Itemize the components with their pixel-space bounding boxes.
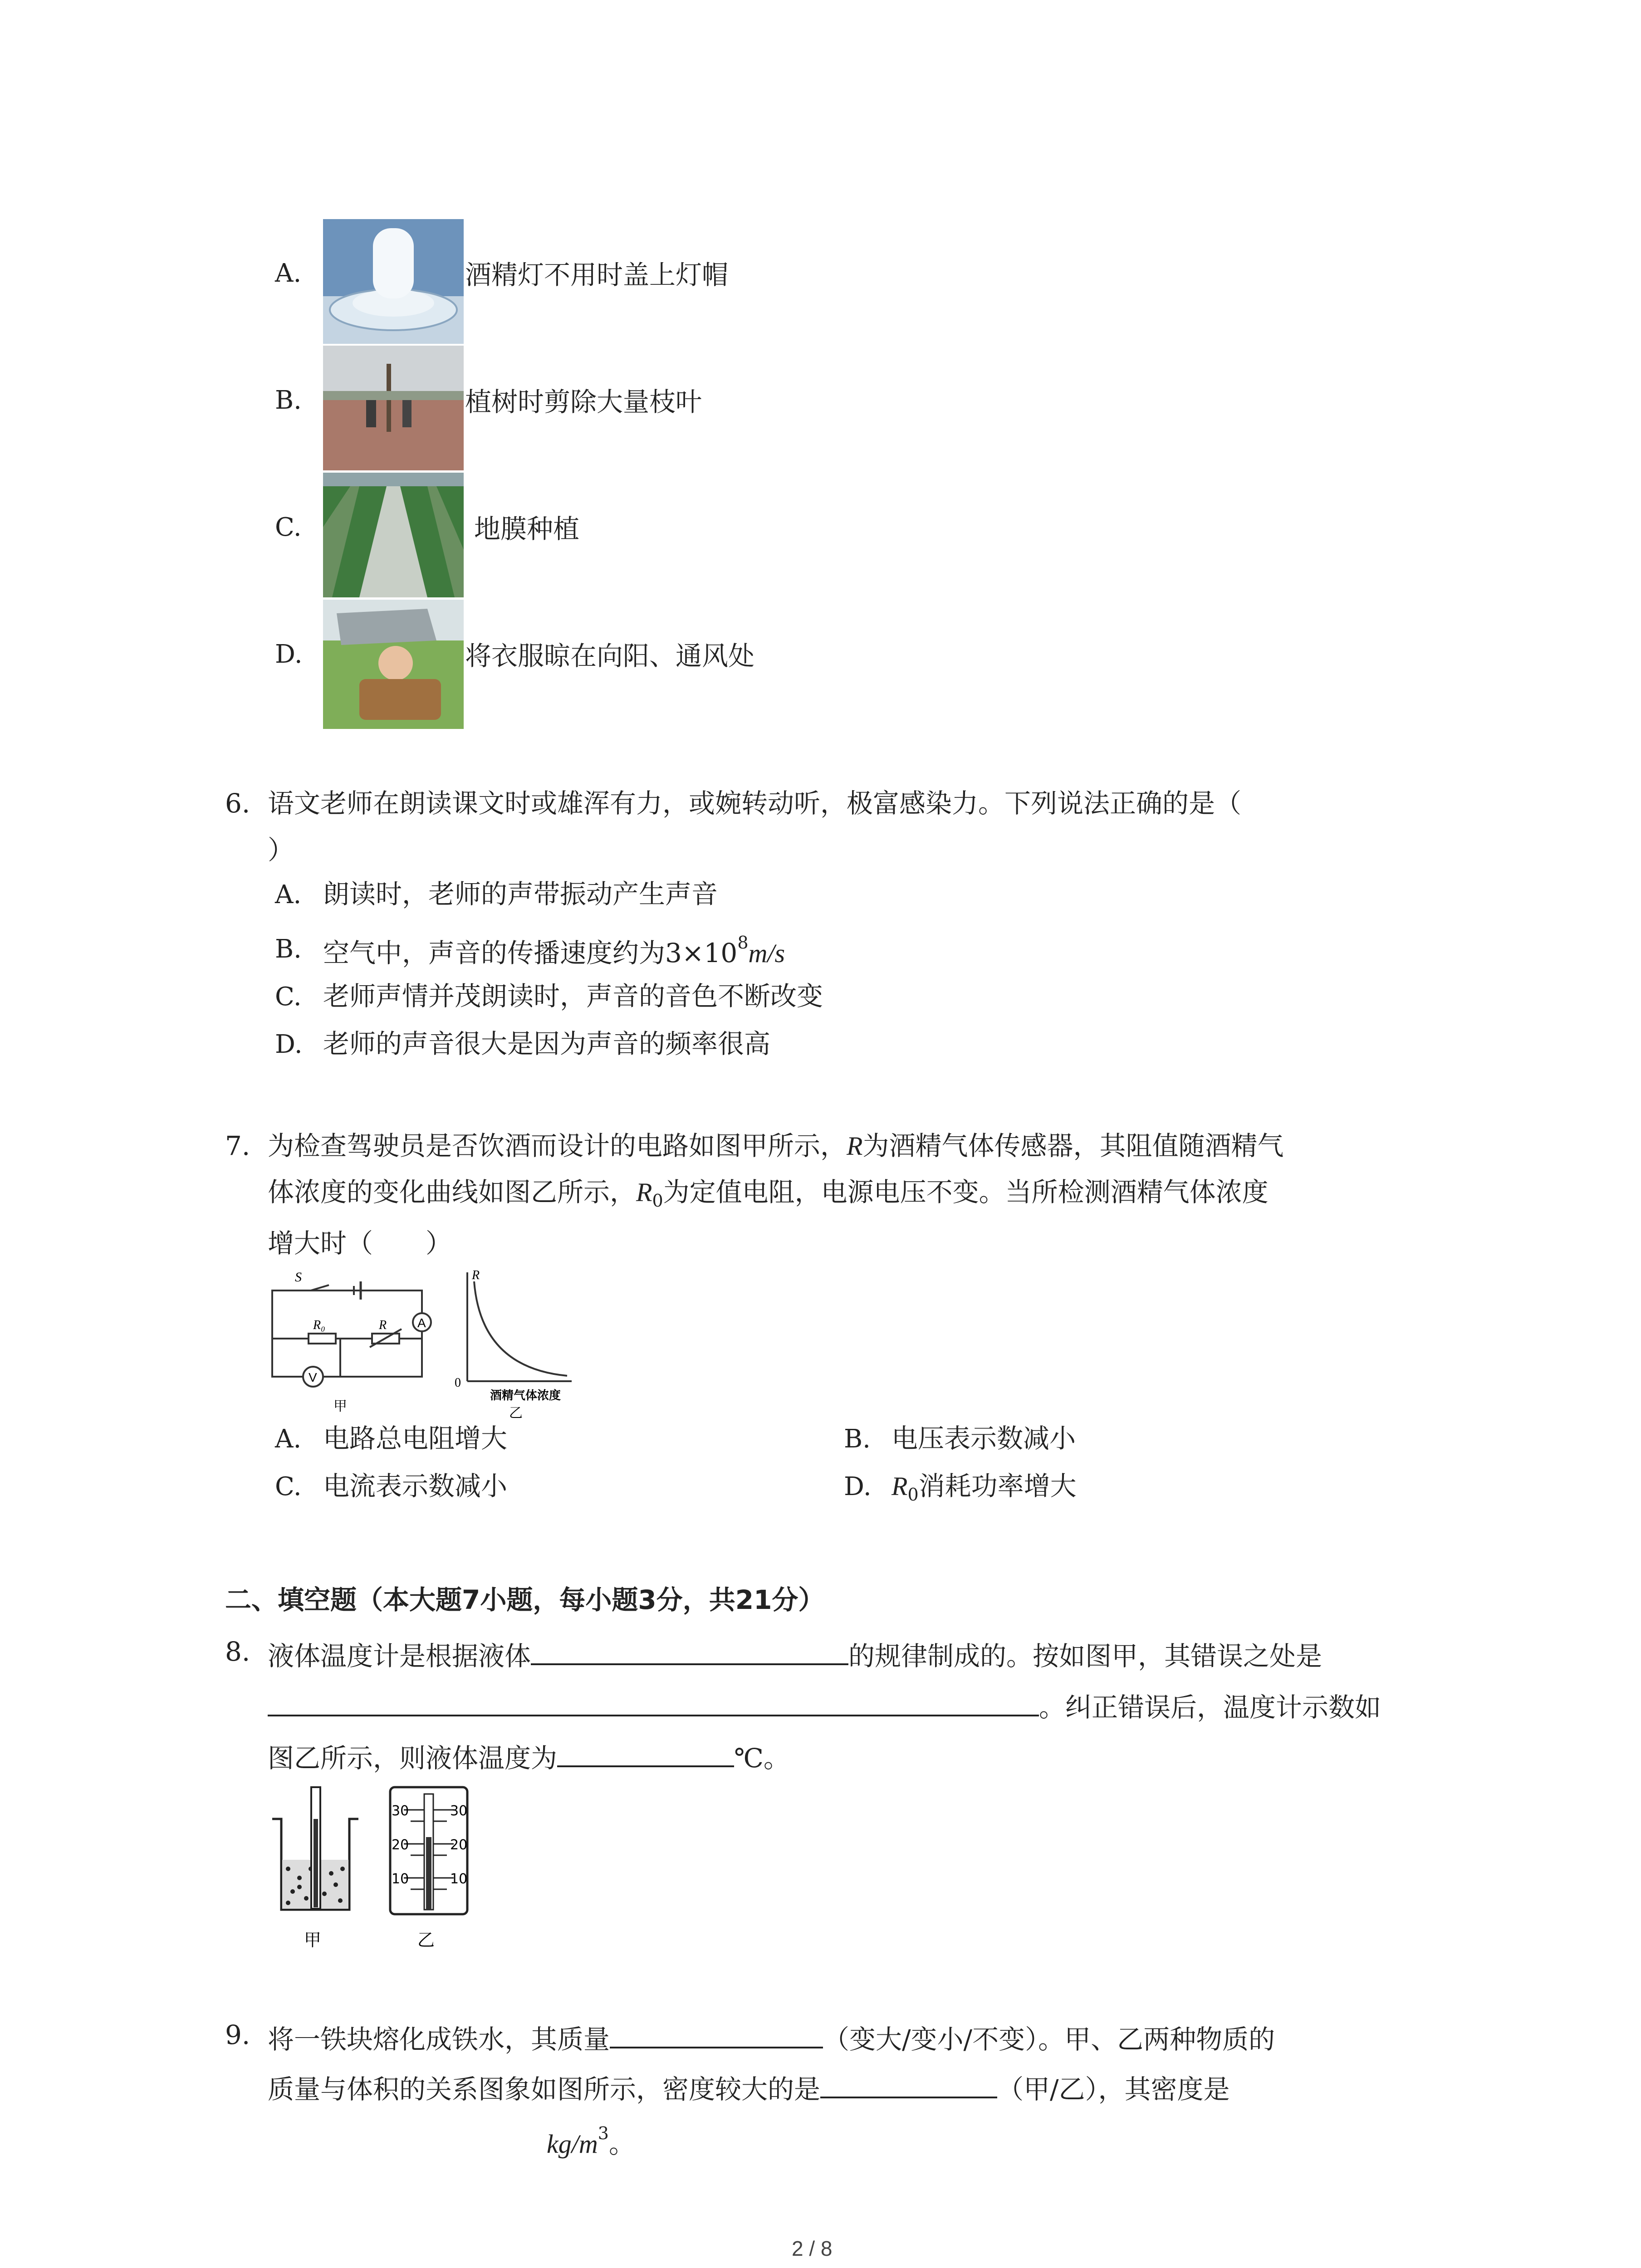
tick-30-right: 30	[450, 1803, 468, 1819]
tick-30-left: 30	[392, 1803, 409, 1819]
plastic-mulch-field-photo	[323, 473, 464, 597]
q6-option-b-letter: B.	[275, 934, 302, 964]
q9-number: 9.	[225, 2019, 250, 2050]
q5-option-b-letter: B.	[275, 386, 302, 415]
q7-number: 7.	[225, 1130, 250, 1161]
q7-circuit-figure	[268, 1268, 576, 1422]
q7-option-b-text: 电压表示数减小	[892, 1423, 1076, 1454]
q5-option-c-letter: C.	[275, 513, 302, 542]
q9-line1: 将一铁块熔化成铁水，其质量 （变大/变小/不变）。甲、乙两种物质的	[268, 2019, 1275, 2056]
q8-line2: 。纠正错误后，温度计示数如	[268, 1686, 1381, 1724]
switch-label: S	[295, 1270, 302, 1285]
q8-blank-1[interactable]	[531, 1635, 848, 1665]
q9-line2: 质量与体积的关系图象如图所示，密度较大的是 （甲/乙），其密度是	[268, 2068, 1230, 2106]
tick-10-left: 10	[392, 1871, 409, 1887]
tick-20-left: 20	[392, 1837, 409, 1853]
q6-option-c-letter: C.	[275, 982, 302, 1012]
tree-planting-photo	[323, 346, 464, 470]
q7-option-d-letter: D.	[844, 1472, 872, 1501]
graph-origin-label: 0	[455, 1376, 461, 1390]
r0-label: R₀	[313, 1318, 325, 1332]
q5-option-a-letter: A.	[275, 259, 302, 288]
q7-option-b-letter: B.	[844, 1424, 871, 1454]
q7-stem-line3: 增大时（ ）	[268, 1228, 452, 1259]
q9-blank-2[interactable]	[820, 2068, 997, 2098]
alcohol-lamp-photo	[323, 219, 464, 344]
q8-blank-2[interactable]	[268, 1686, 1039, 1716]
q5-option-d-letter: D.	[275, 640, 303, 669]
q7-option-a-text: 电路总电阻增大	[323, 1423, 508, 1454]
ammeter-label: A	[417, 1316, 426, 1330]
graph-caption: 乙	[509, 1405, 523, 1421]
q6-stem-line2: ）	[268, 835, 294, 865]
q8-number: 8.	[225, 1636, 250, 1667]
q7-stem-line2: 体浓度的变化曲线如图乙所示，$R_0$为定值电阻，电源电压不变。当所检测酒精气体浓度	[268, 1177, 1269, 1211]
q6-option-d-letter: D.	[275, 1030, 303, 1059]
graph-y-label: R	[472, 1268, 480, 1282]
graph-x-label: 酒精气体浓度	[490, 1389, 561, 1403]
q8-line3: 图乙所示，则液体温度为 ℃。	[268, 1737, 790, 1775]
q7-option-a-letter: A.	[275, 1424, 302, 1454]
q7-option-c-text: 电流表示数减小	[323, 1471, 508, 1501]
page-number: 2 / 8	[792, 2237, 833, 2260]
q8-blank-3[interactable]	[557, 1737, 734, 1767]
tick-10-right: 10	[450, 1871, 468, 1887]
q9-density-unit: $kg/m^3$。	[547, 2123, 635, 2159]
q7-option-d-text: $R_0$消耗功率增大	[892, 1471, 1077, 1505]
q7-option-c-letter: C.	[275, 1472, 302, 1501]
q6-option-d-text: 老师的声音很大是因为声音的频率很高	[323, 1028, 771, 1059]
q5-option-a-text: 酒精灯不用时盖上灯帽	[465, 259, 729, 290]
q7-stem-line1: 为检查驾驶员是否饮酒而设计的电路如图甲所示，R为酒精气体传感器，其阻值随酒精气	[268, 1130, 1284, 1161]
tick-20-right: 20	[450, 1837, 468, 1853]
q6-stem-line1: 语文老师在朗读课文时或雄浑有力，或婉转动听，极富感染力。下列说法正确的是（	[268, 788, 1242, 819]
q9-blank-1[interactable]	[610, 2019, 823, 2048]
q6-number: 6.	[225, 788, 250, 819]
r-label: R	[379, 1318, 387, 1332]
q6-option-a-text: 朗读时，老师的声带振动产生声音	[323, 879, 718, 909]
q6-option-b-text: 空气中，声音的传播速度约为$3\times 10^8m/s$	[323, 933, 785, 968]
q5-option-c-text: 地膜种植	[474, 513, 580, 544]
section-2-heading: 二、填空题（本大题7小题，每小题3分，共21分）	[225, 1584, 825, 1615]
q8-line1: 液体温度计是根据液体 的规律制成的。按如图甲，其错误之处是	[268, 1635, 1322, 1673]
voltmeter-label: V	[309, 1370, 317, 1384]
q5-option-b-text: 植树时剪除大量枝叶	[465, 386, 702, 417]
q5-option-d-text: 将衣服晾在向阳、通风处	[465, 640, 755, 671]
q6-option-c-text: 老师声情并茂朗读时，声音的音色不断改变	[323, 981, 823, 1012]
drying-clothes-photo	[323, 600, 464, 729]
thermometer-caption: 乙	[417, 1930, 435, 1950]
circuit-caption: 甲	[333, 1398, 347, 1414]
beaker-caption: 甲	[304, 1930, 322, 1950]
q8-thermometer-figure	[268, 1783, 481, 1955]
q6-option-a-letter: A.	[275, 880, 302, 909]
